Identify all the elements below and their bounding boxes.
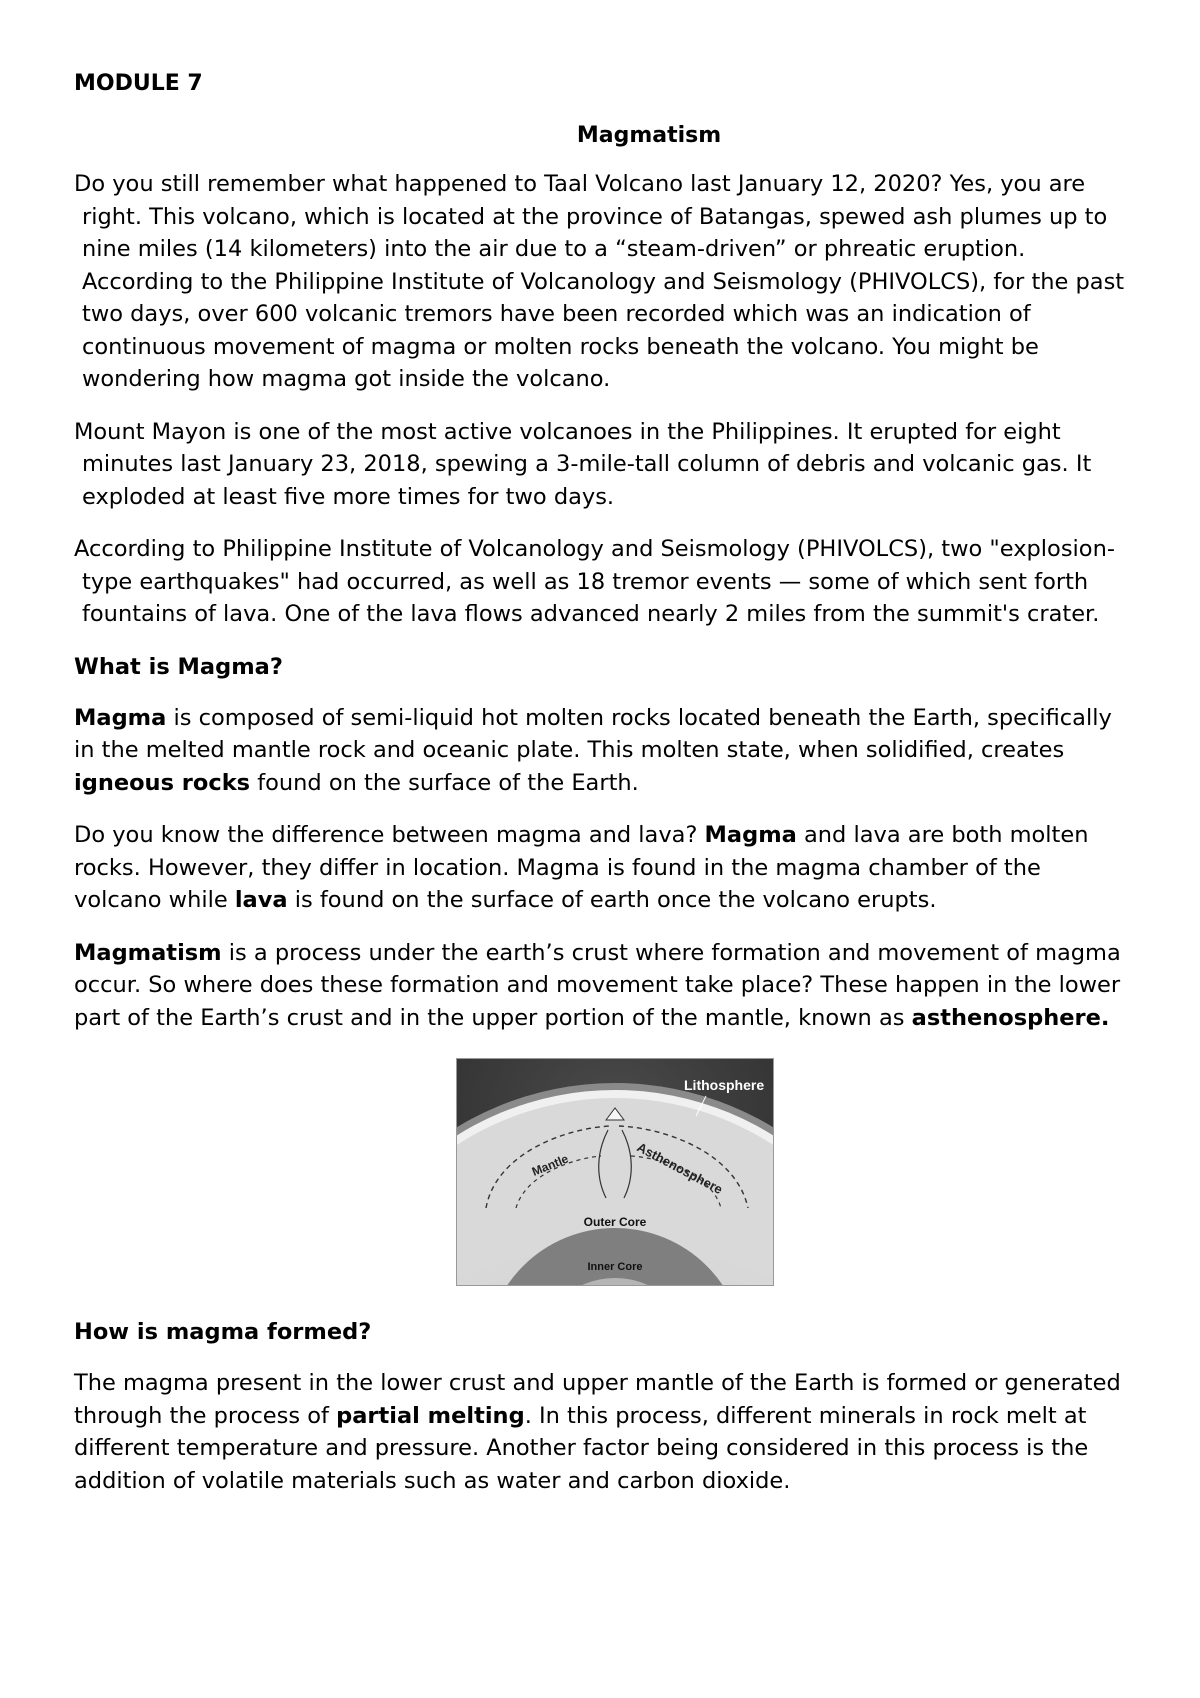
section-heading-what-is-magma: What is Magma?: [74, 653, 283, 680]
intro-paragraph-taal: Do you still remember what happened to Taal Volcano last January 12, 2020? Yes, you are right. This volcano, which is located at the province of Batangas, spewed ash plumes up to nine miles (14 kilometers) into the air due to a “steam-driven” or phreatic eruption. According to the Philippine Institute of Volcanology and Seismology (PHIVOLCS), for the past two days, over 600 volcanic tremors have been recorded which was an indication of continuous movement of magma or molten rocks beneath the volcano. You might be wondering how magma got inside the volcano.: [74, 171, 1125, 392]
term-asthenosphere: asthenosphere.: [911, 1004, 1110, 1031]
document-page: [74, 68, 1134, 1517]
term-igneous-rocks: igneous rocks: [74, 769, 251, 796]
label-outer-core: Outer Core: [583, 1215, 647, 1229]
magma-vs-lava-paragraph: Do you know the difference between magma and lava? Magma and lava are both molten rocks. However, they differ in location. Magma is found in the magma chamber of the volcano while lava is found on the surface of earth once the volcano erupts.: [74, 822, 1089, 913]
label-inner-core: Inner Core: [587, 1261, 643, 1273]
module-label: MODULE 7: [74, 71, 203, 96]
magmatism-definition-paragraph: Magmatism is a process under the earth’s crust where formation and movement of magma occur. So where does these formation and movement take place? These happen in the lower part of the Earth’s crust and in the upper portion of the mantle, known as asthenosphere.: [74, 939, 1121, 1031]
page-title: Magmatism: [576, 123, 722, 148]
label-mantle: Mantle: [529, 1151, 571, 1179]
magma-formation-paragraph: The magma present in the lower crust and upper mantle of the Earth is formed or generated through the process of partial melting. In this process, different minerals in rock melt at different temperature and pressure. Another factor being considered in this process is the addition of volatile materials such as water and carbon dioxide.: [74, 1370, 1121, 1494]
intro-paragraph-mayon: Mount Mayon is one of the most active volcanoes in the Philippines. It erupted for eight minutes last January 23, 2018, spewing a 3-mile-tall column of debris and volcanic gas. It exploded at least five more times for two days.: [74, 418, 1092, 510]
earth-layers-figure-container: [74, 1058, 1134, 1286]
term-magmatism: Magmatism: [74, 939, 222, 966]
earth-layers-diagram: [456, 1058, 774, 1286]
term-lava: lava: [234, 887, 288, 913]
term-partial-melting: partial melting: [336, 1402, 525, 1429]
label-lithosphere: Lithosphere: [684, 1077, 765, 1093]
intro-paragraph-phivolcs: According to Philippine Institute of Volcanology and Seismology (PHIVOLCS), two "explosion-type earthquakes" had occurred, as well as 18 tremor events — some of which sent forth fountains of lava. One of the lava flows advanced nearly 2 miles from the summit's crater.: [74, 536, 1115, 627]
label-asthenosphere: Asthenosphere: [634, 1139, 726, 1198]
magma-definition-paragraph: Magma is composed of semi-liquid hot molten rocks located beneath the Earth, specifically in the melted mantle rock and oceanic plate. This molten state, when solidified, creates igneous rocks found on the surface of the Earth.: [74, 704, 1112, 796]
term-magma: Magma: [74, 704, 167, 731]
term-magma: Magma: [704, 822, 797, 848]
section-heading-how-is-magma-formed: How is magma formed?: [74, 1319, 372, 1345]
